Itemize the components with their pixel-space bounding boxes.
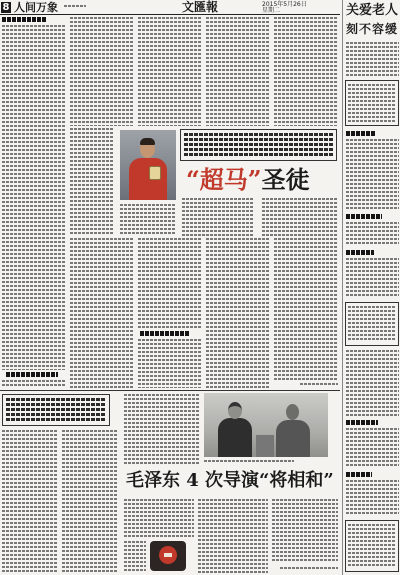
history-title: 毛泽东 4 次导演“将相和” bbox=[126, 470, 334, 491]
sidebar-text-block bbox=[346, 258, 399, 298]
article-text-column bbox=[206, 17, 270, 126]
sidebar-heading bbox=[346, 214, 382, 219]
issue-date: 2015年5月26日 bbox=[262, 1, 307, 8]
sidebar-subheadline: 刻不容缓 bbox=[346, 22, 399, 36]
photo-caption bbox=[204, 460, 294, 464]
runner-medal bbox=[149, 166, 161, 180]
photo-figure-right-head bbox=[286, 404, 299, 420]
sidebar-heading bbox=[346, 420, 378, 425]
article-text-column bbox=[124, 541, 146, 573]
sidebar-ad-box bbox=[345, 302, 399, 346]
article-text-column bbox=[182, 198, 254, 236]
article-source-note bbox=[280, 567, 338, 571]
sidebar-heading bbox=[346, 131, 376, 136]
article-text-column bbox=[206, 238, 270, 388]
article-text-column bbox=[272, 499, 338, 563]
article-text-column bbox=[2, 430, 58, 573]
sidebar-ad-box bbox=[345, 520, 399, 572]
article-text-column bbox=[274, 17, 338, 126]
feature-title bbox=[186, 166, 310, 194]
sidebar-ad-text bbox=[348, 84, 396, 122]
article-text-column bbox=[138, 339, 202, 388]
runner-figure-torso bbox=[129, 158, 167, 200]
article-subheading bbox=[2, 17, 46, 22]
article-subheading bbox=[6, 372, 58, 377]
intro-text bbox=[6, 398, 106, 422]
article-text-column bbox=[138, 238, 202, 328]
sidebar-ad-text bbox=[348, 306, 396, 342]
article-text-column bbox=[2, 25, 66, 370]
runner-figure-hair bbox=[140, 138, 155, 145]
section-title: 人间万象 bbox=[14, 1, 58, 14]
sidebar-ad-text bbox=[348, 524, 396, 568]
sidebar bbox=[342, 0, 400, 575]
sidebar-text-block bbox=[346, 480, 399, 516]
article-text-column bbox=[62, 430, 118, 573]
article-text-column bbox=[262, 198, 338, 236]
photo-figure-left-body bbox=[218, 418, 252, 457]
article-text-column bbox=[70, 128, 114, 236]
sidebar-text-block bbox=[346, 350, 399, 416]
article-text-column bbox=[2, 380, 66, 388]
stamp-mark bbox=[164, 553, 172, 557]
feature-title-highlight: “超马” bbox=[186, 165, 262, 194]
article-text-column bbox=[138, 17, 202, 126]
photo-figure-right-body bbox=[276, 420, 310, 457]
intro-box bbox=[2, 394, 110, 426]
article-text-column bbox=[124, 499, 194, 539]
article-text-column bbox=[70, 238, 134, 388]
sidebar-heading bbox=[346, 472, 372, 477]
sidebar-text-block bbox=[346, 428, 399, 468]
historical-photo bbox=[204, 393, 328, 457]
article-text-column bbox=[274, 238, 338, 380]
sidebar-headline: 关爱老人 bbox=[346, 3, 399, 18]
article-byline bbox=[300, 383, 338, 387]
article-subheading bbox=[140, 331, 190, 336]
page-number-badge: 8 bbox=[2, 2, 10, 13]
runner-photo bbox=[120, 130, 176, 200]
article-text-column bbox=[198, 499, 268, 573]
article-text-column bbox=[120, 204, 176, 236]
sidebar-text-block bbox=[346, 222, 399, 246]
photo-caption-text bbox=[184, 133, 333, 158]
section-tagline bbox=[64, 5, 86, 9]
history-article bbox=[0, 391, 340, 575]
photo-caption-box bbox=[180, 129, 337, 161]
feature-title-rest: 圣徒 bbox=[261, 165, 310, 194]
editor-stamp-image bbox=[150, 541, 186, 571]
masthead-logo: 文匯報 bbox=[181, 0, 218, 14]
article-text-column bbox=[70, 17, 134, 126]
photo-figure-left-head bbox=[228, 402, 242, 419]
feature-article bbox=[0, 15, 340, 390]
sidebar-ad-box bbox=[345, 80, 399, 126]
sidebar-heading bbox=[346, 250, 374, 255]
sidebar-text-block bbox=[346, 42, 399, 78]
issue-weekday: 星期二 bbox=[262, 7, 281, 14]
sidebar-text-block bbox=[346, 139, 399, 211]
article-text-column bbox=[124, 394, 200, 464]
photo-table bbox=[256, 435, 274, 457]
